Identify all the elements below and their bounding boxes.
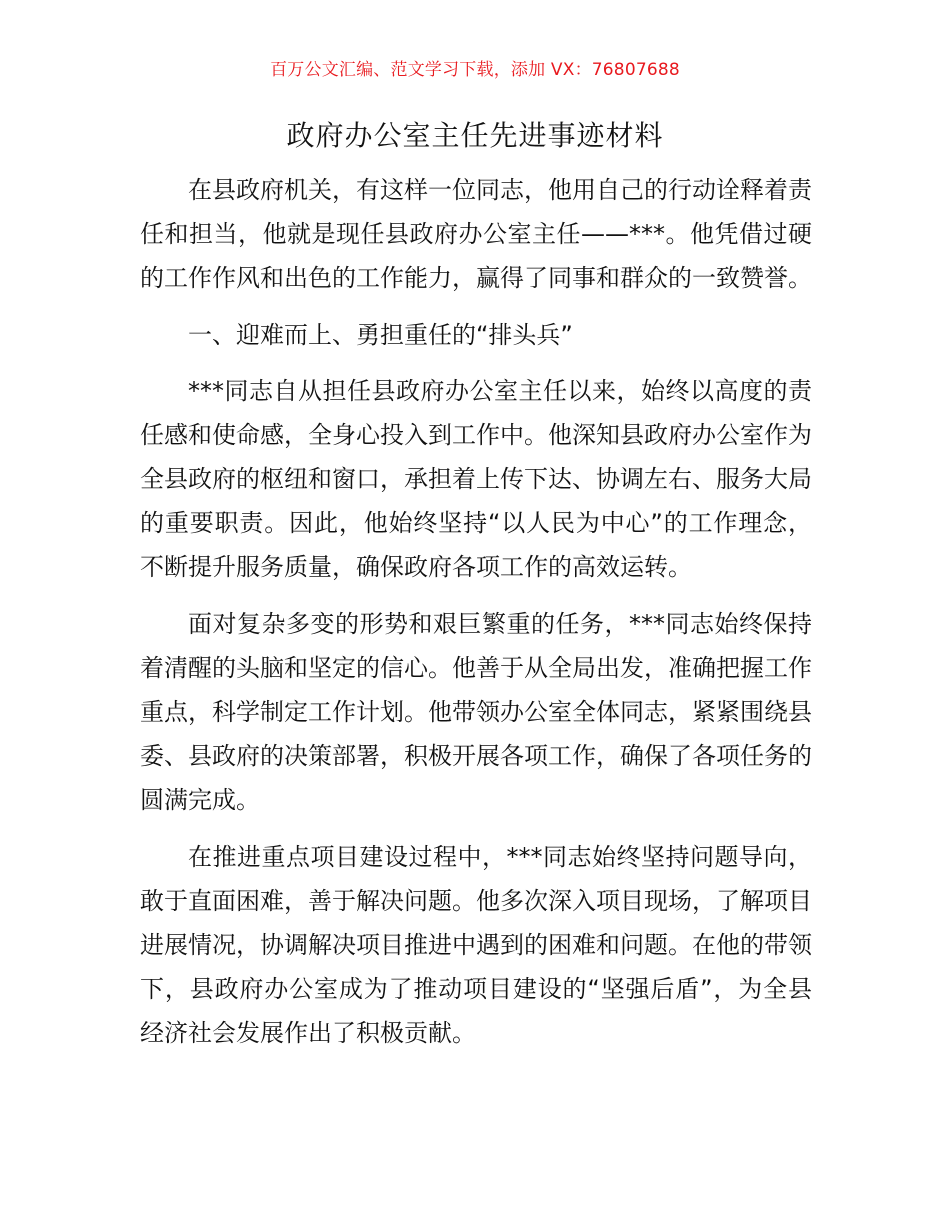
body-paragraph: 面对复杂多变的形势和艰巨繁重的任务，***同志始终保持着清醒的头脑和坚定的信心。他善于从全局出发，准确把握工作重点，科学制定工作计划。他带领办公室全体同志，紧紧围绕县委、县政府的决策部署，积极开展各项工作，确保了各项任务的圆满完成。: [140, 610, 812, 814]
section-heading: 一、迎难而上、勇担重任的“排头兵”: [188, 321, 573, 349]
body-paragraph: 在推进重点项目建设过程中，***同志始终坚持问题导向，敢于直面困难，善于解决问题。他多次深入项目现场，了解项目进展情况，协调解决项目推进中遇到的困难和问题。在他的带领下，县政府办公室成为了推动项目建设的“坚强后盾”，为全县经济社会发展作出了积极贡献。: [140, 843, 812, 1047]
document-body: [140, 168, 812, 1068]
document-title: 政府办公室主任先进事迹材料: [286, 119, 664, 152]
intro-paragraph: 在县政府机关，有这样一位同志，他用自己的行动诠释着责任和担当，他就是现任县政府办公室主任——***。他凭借过硬的工作作风和出色的工作能力，赢得了同事和群众的一致赞誉。: [140, 176, 812, 292]
body-paragraph: ***同志自从担任县政府办公室主任以来，始终以高度的责任感和使命感，全身心投入到工作中。他深知县政府办公室作为全县政府的枢纽和窗口，承担着上传下达、协调左右、服务大局的重要职责。因此，他始终坚持“以人民为中心”的工作理念，不断提升服务质量，确保政府各项工作的高效运转。: [140, 377, 812, 581]
download-banner: 百万公文汇编、范文学习下载，添加 VX：76807688: [270, 60, 680, 80]
